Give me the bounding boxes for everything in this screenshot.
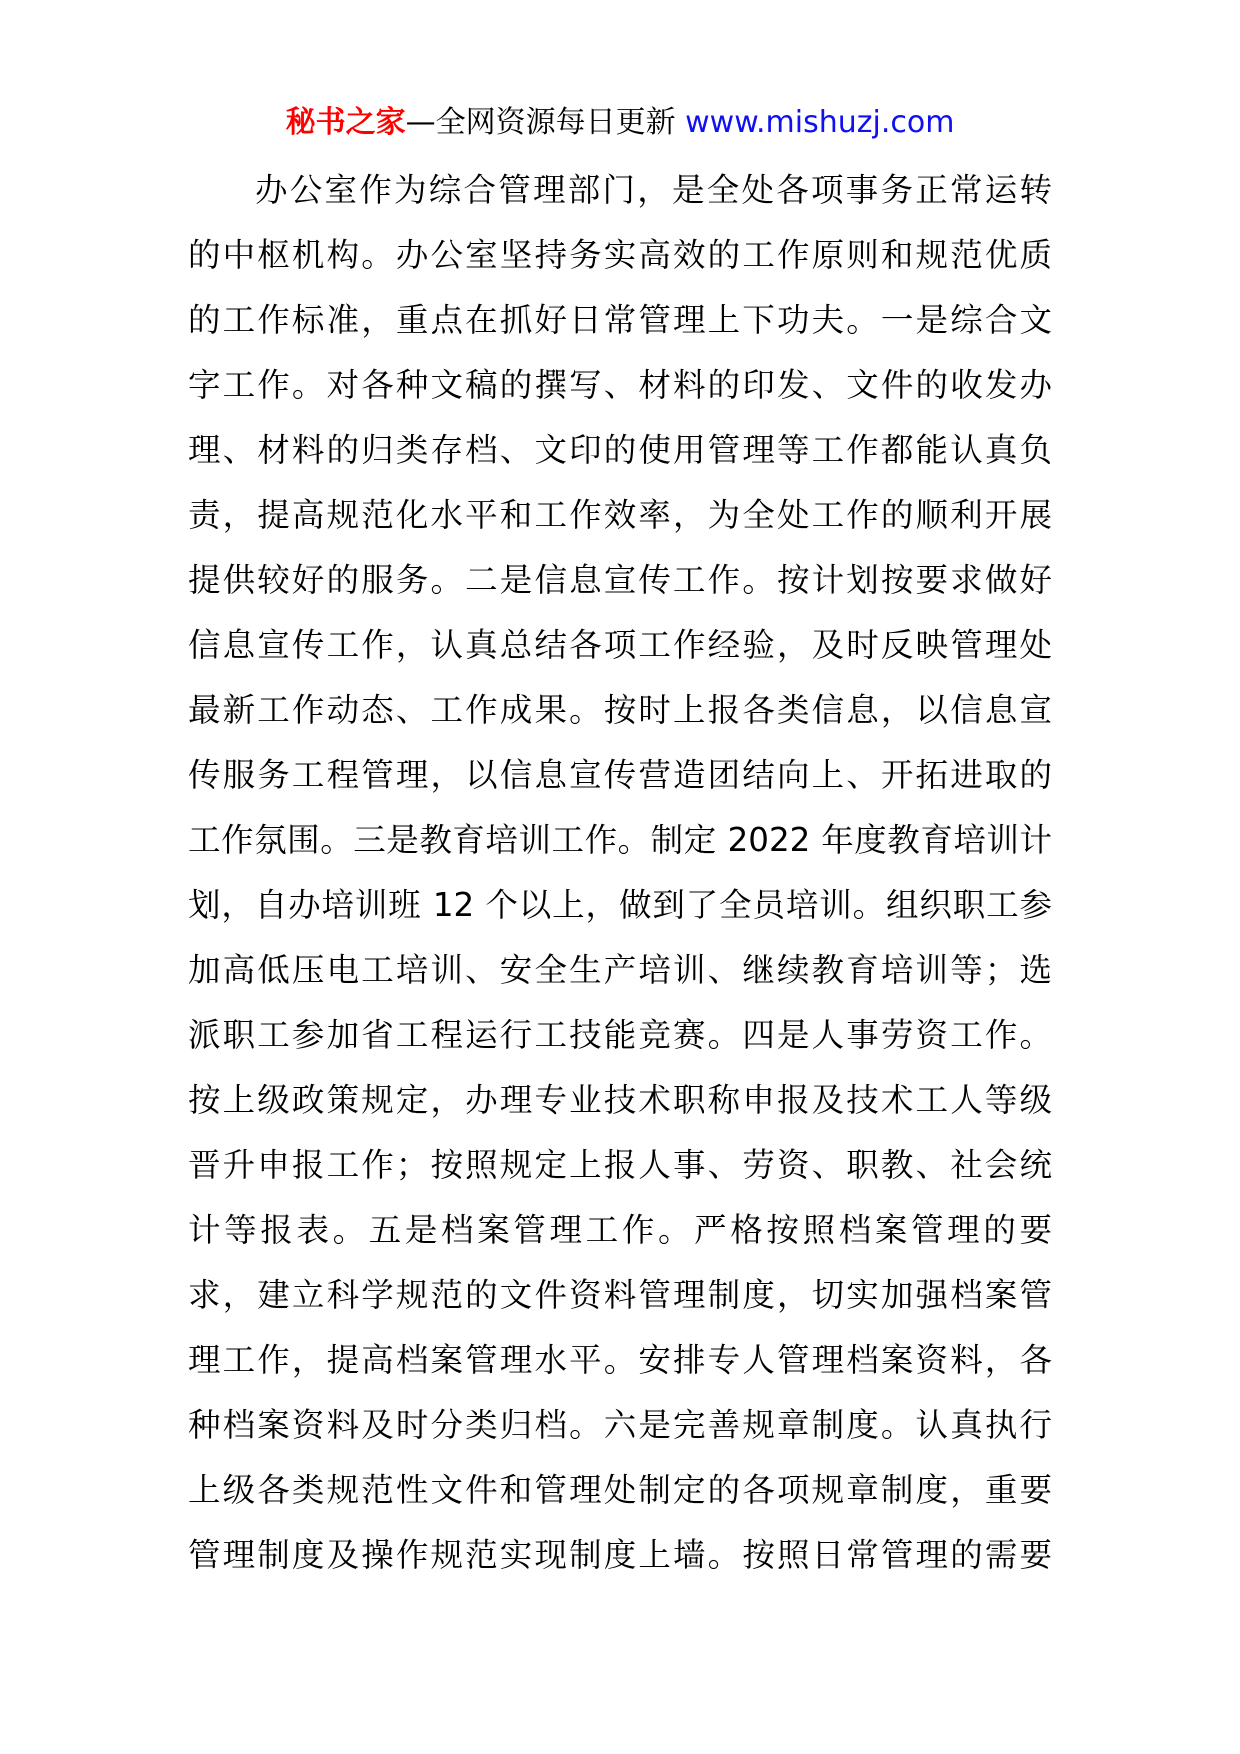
document-body <box>188 158 1052 1588</box>
paragraph-line: 工作氛围。三是教育培训工作。制定 2022 年度教育培训计 <box>188 821 1052 859</box>
paragraph-line: 种档案资料及时分类归档。六是完善规章制度。认真执行 <box>188 1406 1052 1444</box>
paragraph-line: 晋升申报工作；按照规定上报人事、劳资、职教、社会统 <box>188 1146 1052 1184</box>
paragraph-line: 加高低压电工培训、安全生产培训、继续教育培训等；选 <box>188 951 1052 989</box>
paragraph-line: 求，建立科学规范的文件资料管理制度，切实加强档案管 <box>188 1276 1052 1314</box>
paragraph-line: 提供较好的服务。二是信息宣传工作。按计划按要求做好 <box>188 561 1052 599</box>
paragraph-line: 的中枢机构。办公室坚持务实高效的工作原则和规范优质 <box>188 236 1052 274</box>
paragraph-line: 传服务工程管理，以信息宣传营造团结向上、开拓进取的 <box>188 756 1052 794</box>
header-brand: 秘书之家 <box>285 105 406 140</box>
paragraph-line: 责，提高规范化水平和工作效率，为全处工作的顺利开展 <box>188 496 1052 534</box>
paragraph-line: 的工作标准，重点在抓好日常管理上下功夫。一是综合文 <box>188 301 1052 339</box>
paragraph-line: 管理制度及操作规范实现制度上墙。按照日常管理的需要 <box>188 1536 1052 1574</box>
page-header <box>0 100 1240 146</box>
paragraph-line: 理、材料的归类存档、文印的使用管理等工作都能认真负 <box>188 431 1052 469</box>
paragraph-line: 信息宣传工作，认真总结各项工作经验，及时反映管理处 <box>188 626 1052 664</box>
paragraph-line: 划，自办培训班 12 个以上，做到了全员培训。组织职工参 <box>188 886 1052 924</box>
paragraph-line: 派职工参加省工程运行工技能竞赛。四是人事劳资工作。 <box>188 1016 1052 1054</box>
paragraph-line: 最新工作动态、工作成果。按时上报各类信息，以信息宣 <box>188 691 1052 729</box>
paragraph-line: 字工作。对各种文稿的撰写、材料的印发、文件的收发办 <box>188 366 1052 404</box>
header-url: www.mishuzj.com <box>685 105 955 140</box>
paragraph-line: 理工作，提高档案管理水平。安排专人管理档案资料，各 <box>188 1341 1052 1379</box>
header-tagline: —全网资源每日更新 <box>405 105 686 140</box>
paragraph-line: 上级各类规范性文件和管理处制定的各项规章制度，重要 <box>188 1471 1052 1509</box>
paragraph-line: 计等报表。五是档案管理工作。严格按照档案管理的要 <box>188 1211 1052 1249</box>
paragraph-line: 办公室作为综合管理部门，是全处各项事务正常运转 <box>255 171 1052 209</box>
paragraph-line: 按上级政策规定，办理专业技术职称申报及技术工人等级 <box>188 1081 1052 1119</box>
